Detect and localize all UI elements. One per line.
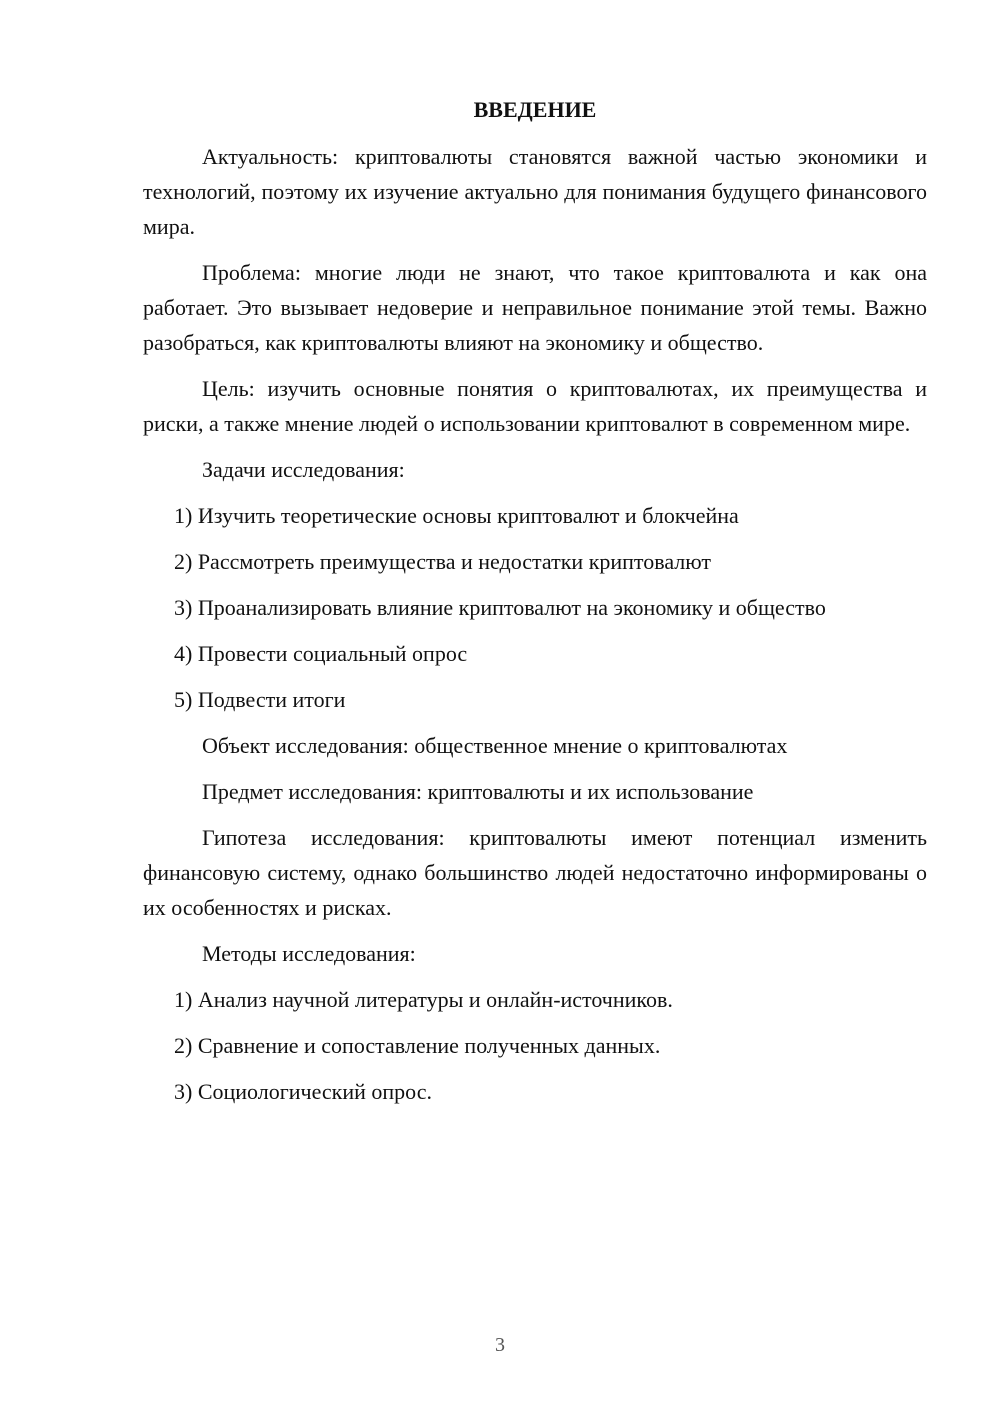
method-item: 3) Социологический опрос. xyxy=(174,1079,432,1104)
task-item: 1) Изучить теоретические основы криптовалют и блокчейна xyxy=(174,503,739,528)
task-item: 3) Проанализировать влияние криптовалют на экономику и общество xyxy=(174,595,826,620)
method-item: 1) Анализ научной литературы и онлайн-источников. xyxy=(174,987,673,1012)
hypothesis-paragraph: Гипотеза исследования: криптовалюты имеют потенциал изменить финансовую систему, однако большинство людей недостаточно информированы о их особенностях и рисках. xyxy=(143,825,927,920)
document-body xyxy=(143,92,927,1120)
subject-paragraph: Предмет исследования: криптовалюты и их использование xyxy=(202,779,754,804)
goal-paragraph: Цель: изучить основные понятия о криптовалютах, их преимущества и риски, а также мнение людей о использовании криптовалют в современном мире. xyxy=(143,376,927,436)
task-item: 2) Рассмотреть преимущества и недостатки криптовалют xyxy=(174,549,712,574)
page-number: 3 xyxy=(495,1334,505,1356)
method-item: 2) Сравнение и сопоставление полученных данных. xyxy=(174,1033,661,1058)
object-paragraph: Объект исследования: общественное мнение о криптовалютах xyxy=(202,733,788,758)
problem-paragraph: Проблема: многие люди не знают, что такое криптовалюта и как она работает. Это вызывает недоверие и неправильное понимание этой темы. Важно разобраться, как криптовалюты влияют на экономику и общество. xyxy=(143,260,927,355)
relevance-paragraph: Актуальность: криптовалюты становятся важной частью экономики и технологий, поэтому их изучение актуально для понимания будущего финансового мира. xyxy=(143,144,927,239)
methods-heading: Методы исследования: xyxy=(202,941,416,966)
task-item: 5) Подвести итоги xyxy=(174,687,346,712)
task-item: 4) Провести социальный опрос xyxy=(174,641,468,666)
tasks-heading: Задачи исследования: xyxy=(202,457,405,482)
section-title: ВВЕДЕНИЕ xyxy=(473,97,597,122)
